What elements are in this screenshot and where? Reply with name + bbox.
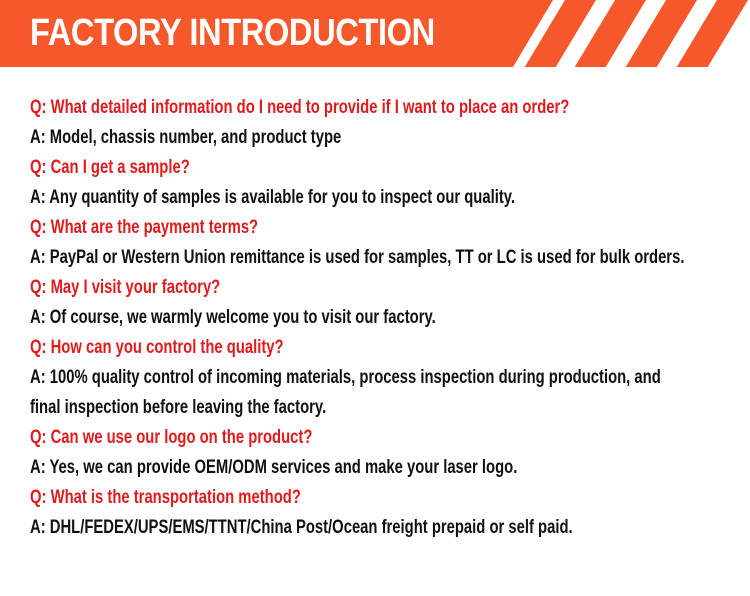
faq-answer: A: 100% quality control of incoming materials, process inspection during production, and [30,367,661,388]
faq-answer: A: DHL/FEDEX/UPS/EMS/TTNT/China Post/Ocean freight prepaid or self paid. [30,517,573,538]
faq-question: Q: What are the payment terms? [30,217,259,238]
faq-answer: A: Of course, we warmly welcome you to visit our factory. [30,307,436,328]
page-title: FACTORY INTRODUCTION [30,12,435,54]
faq-question: Q: May I visit your factory? [30,277,221,298]
faq-question: Q: How can you control the quality? [30,337,284,358]
faq-question: Q: Can I get a sample? [30,157,190,178]
faq-question: Q: What is the transportation method? [30,487,301,508]
faq-question: Q: Can we use our logo on the product? [30,427,313,448]
faq-list [30,93,750,543]
faq-answer: A: Yes, we can provide OEM/ODM services and make your laser logo. [30,457,518,478]
faq-answer: A: PayPal or Western Union remittance is used for samples, TT or LC is used for bulk orders. [30,247,685,268]
faq-question: Q: What detailed information do I need to provide if I want to place an order? [30,97,570,118]
faq-answer: A: Any quantity of samples is available for you to inspect our quality. [30,187,516,208]
faq-answer-continuation: final inspection before leaving the factory. [30,397,327,418]
faq-answer: A: Model, chassis number, and product type [30,127,342,148]
